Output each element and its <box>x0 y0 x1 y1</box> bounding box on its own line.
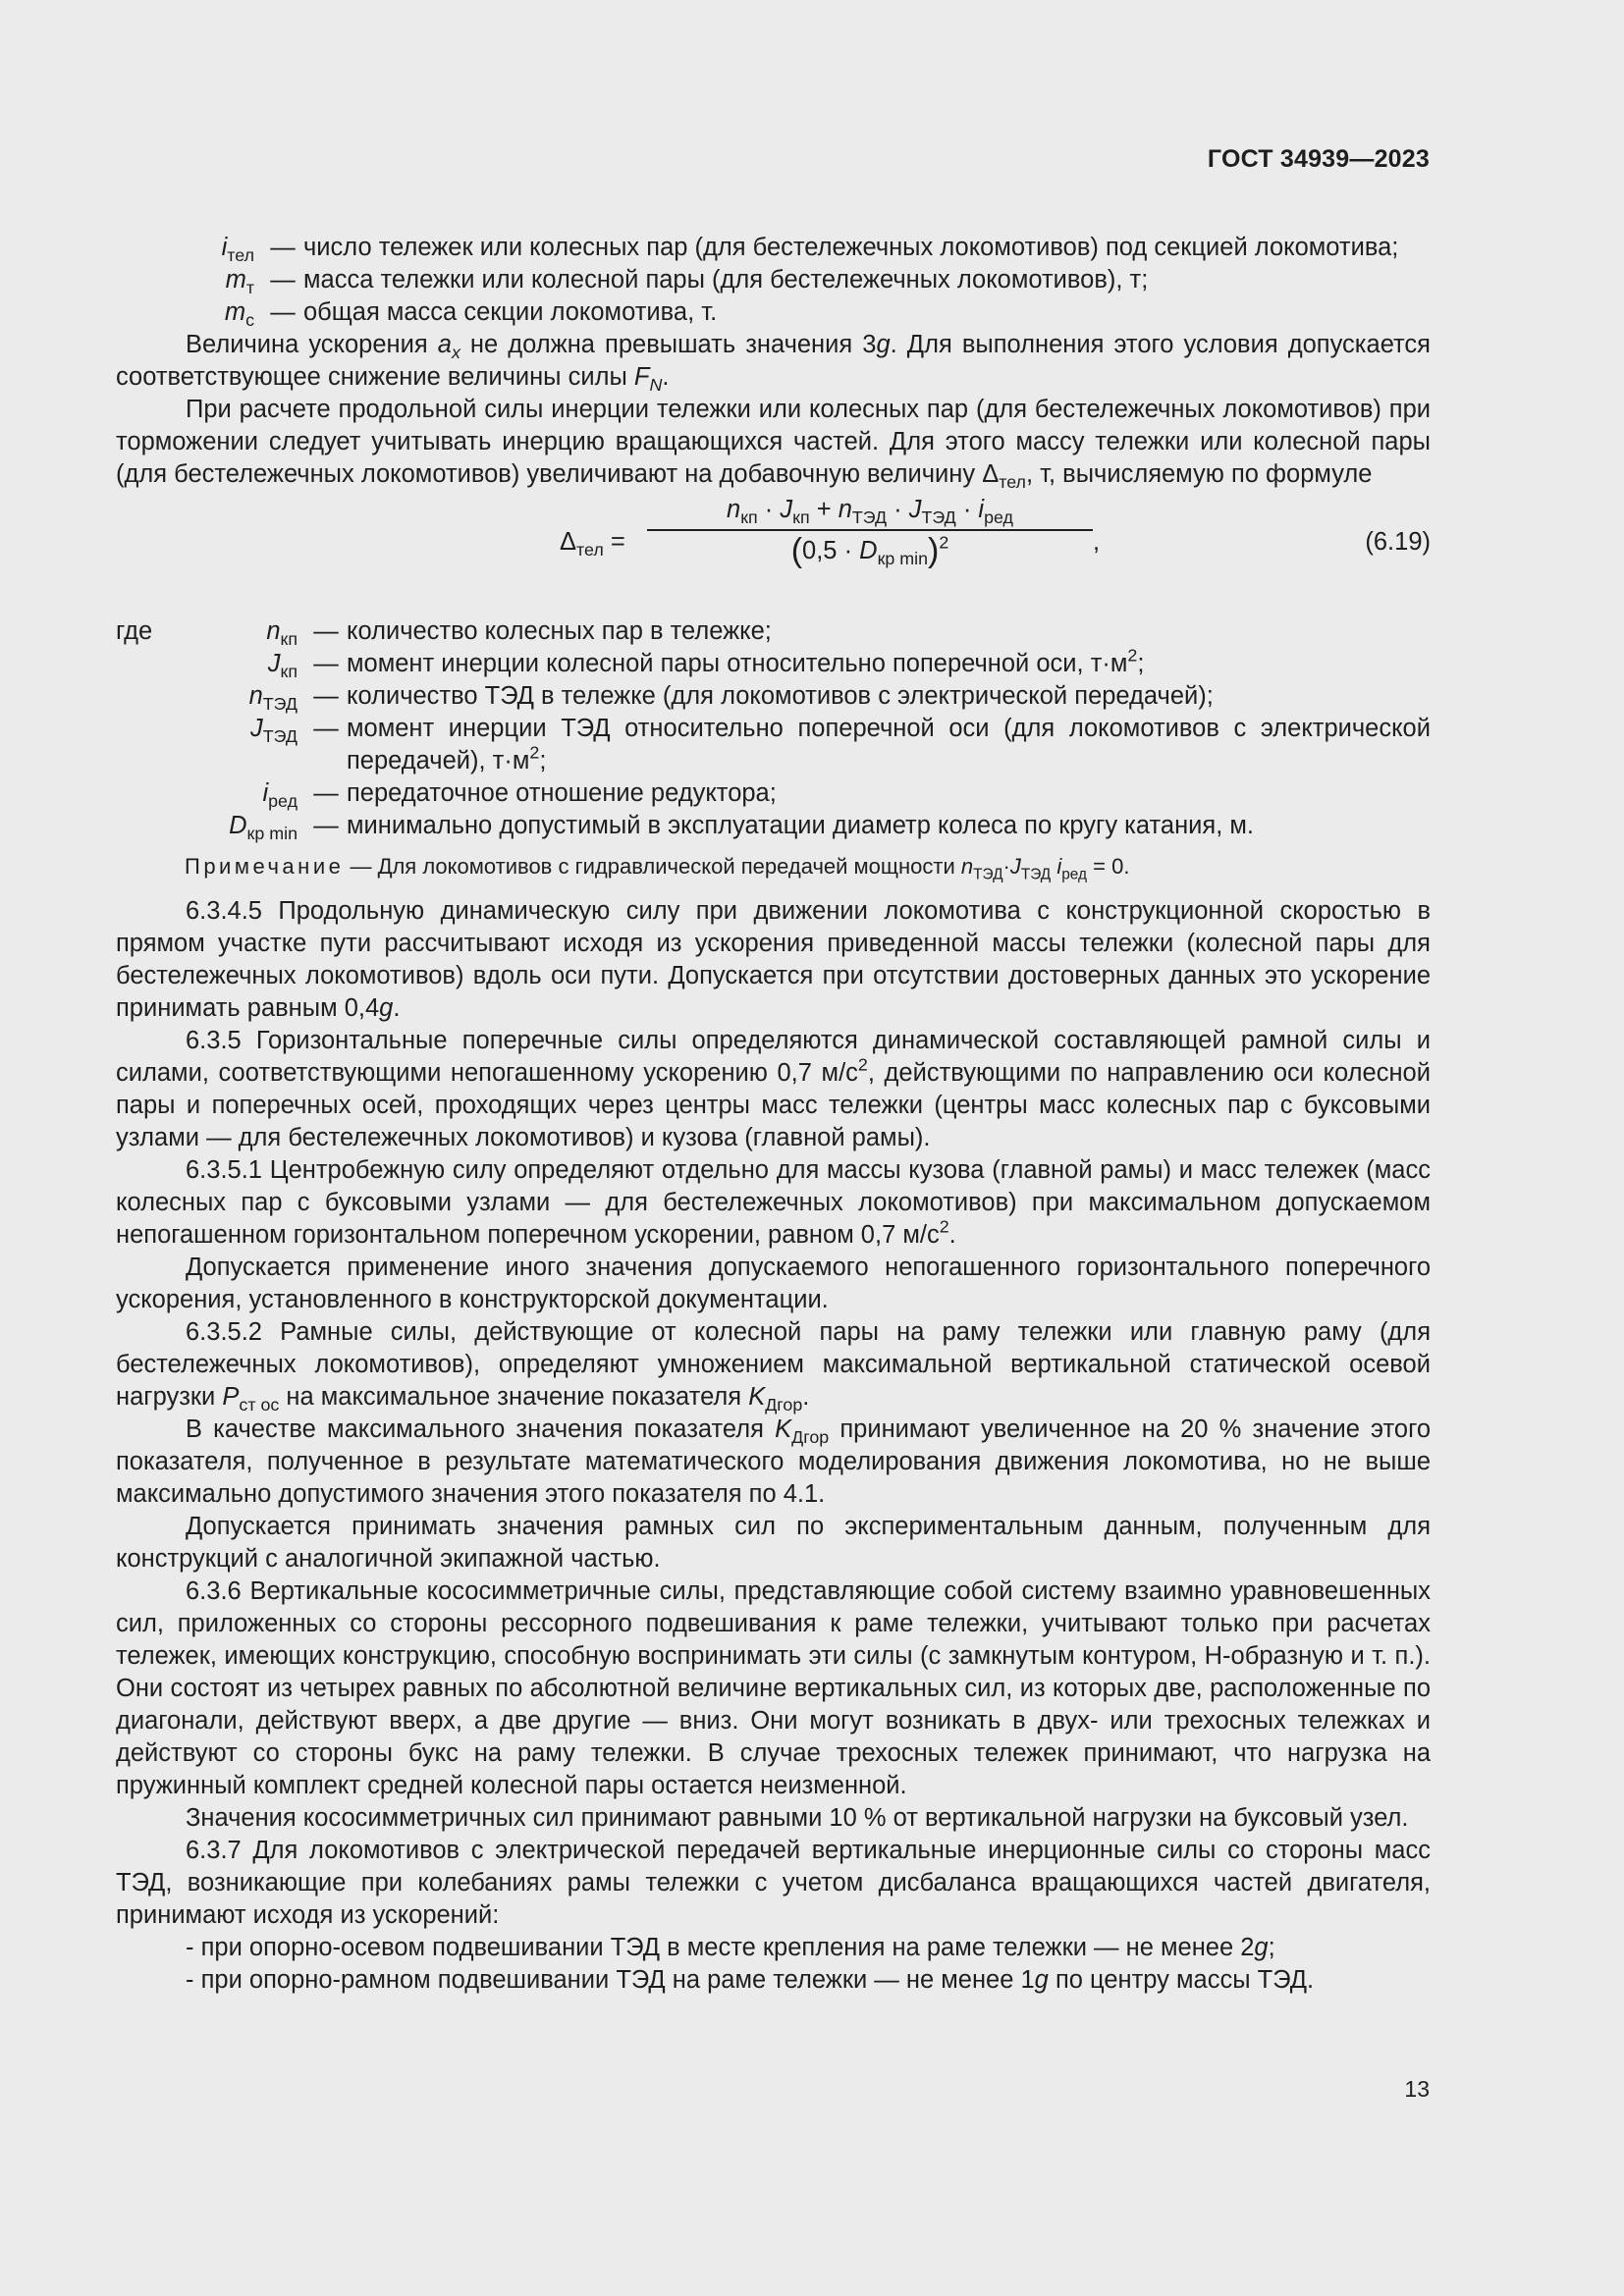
definition-row: $m_с$ — общая масса секции локомотива, т. <box>116 296 1431 329</box>
paragraph-max-indicator: В качестве максимального значения показателя $K_{Дгор}$ принимают увеличенное на 20 % значение этого показателя, полученное в результате математического моделирования движения локомотива, но не выше максимально допустимого значения этого показателя по 4.1. <box>116 1415 1432 1508</box>
symbol-subscript: тел <box>227 245 254 266</box>
symbol-subscript: т <box>245 278 254 298</box>
definition-row: $J_{кп}$ — момент инерции колесной пары относительно поперечной оси, $т\cdot м^2$; <box>116 648 1431 680</box>
list-item: - при опорно-рамном подвешивании ТЭД на раме тележки — не менее 1g по центру массы ТЭД. <box>186 1966 1315 1994</box>
symbol: D <box>229 812 247 839</box>
paragraph-braking-inertia: При расчете продольной силы инерции тележки или колесных пар (для бестележечных локомотивов) при торможении следует учитывать инерцию вращающихся частей. Для этого массу тележки или колесной пары (для бестележечных локомотивов) увеличивают на добавочную величину $\Delta_{тел}$, т, вычисляемую по формуле <box>116 396 1431 493</box>
paragraph-6-3-5: 6.3.5 Горизонтальные поперечные силы определяются динамической составляющей рамной силы и силами, соответствующими непогашенному ускорению 0,7 $м/с^2$, действующими по направлению оси колесной пары и поперечных осей, проходящих через центры масс тележки (центры масс колесных пар с буксовыми узлами — для бестележечных локомотивов) и кузова (главной рамы). <box>116 1027 1431 1151</box>
definition-row: $i_{ред}$ — передаточное отношение редуктора; <box>116 777 1431 810</box>
symbol-subscript: кп <box>280 629 298 650</box>
definition-text: количество ТЭД в тележке (для локомотивов с электрической передачей); <box>347 682 1214 710</box>
symbol: i <box>221 234 228 261</box>
formula-fraction <box>647 494 1093 567</box>
definitions-list-1 <box>116 232 1431 329</box>
symbol: n <box>266 617 281 645</box>
formula-numerator: $n_{кп} \cdot J_{кп} + n_{ТЭД} \cdot J_{ТЭД} \cdot i_{ред}$ <box>647 494 1093 531</box>
formula-number: (6.19) <box>1365 528 1431 556</box>
symbol-subscript: ТЭД <box>262 726 298 747</box>
symbol: i <box>262 779 269 807</box>
definition-text: число тележек или колесных пар (для бестележечных локомотивов) под секцией локомотива; <box>303 234 1399 261</box>
paragraph-6-3-5-2: 6.3.5.2 Рамные силы, действующие от колесной пары на раму тележки или главную раму (для бестележечных локомотивов), определяют умножением максимальной вертикальной статической осевой нагрузки $P_{ст ос}$ на максимальное значение показателя $K_{Дгор}$. <box>116 1318 1431 1415</box>
paragraph-acceleration-limit: Величина ускорения $a_x$ не должна превышать значения 3g. Для выполнения этого условия допускается соответствующее снижение величины силы $F_N$. <box>116 331 1431 396</box>
paragraph-experimental-data: Допускается принимать значения рамных сил по экспериментальным данным, полученным для конструкций с аналогичной экипажной частью. <box>116 1513 1431 1573</box>
definition-text: масса тележки или колесной пары (для бестележечных локомотивов), т; <box>303 266 1149 294</box>
symbol-subscript: с <box>245 310 254 331</box>
definition-row: $m_т$ — масса тележки или колесной пары (для бестележечных локомотивов), т; <box>116 264 1431 296</box>
definition-text: передаточное отношение редуктора; <box>347 779 777 807</box>
symbol-subscript: кр min <box>246 824 298 844</box>
paragraph-6-3-4-5: 6.3.4.5 Продольную динамическую силу при движении локомотива с конструкционной скоростью в прямом участке пути рассчитывают исходя из ускорения приведенной массы тележки (колесной пары для бестележечных локомотивов) вдоль оси пути. Допускается при отсутствии достоверных данных это ускорение принимать равным 0,4g. <box>116 897 1431 1022</box>
paragraph-6-3-7: 6.3.7 Для локомотивов с электрической передачей вертикальные инерционные силы со стороны масс ТЭД, возникающие при колебаниях рамы тележки с учетом дисбаланса вращающихся частей двигателя, принимают исходя из ускорений: <box>116 1837 1431 1929</box>
where-label: где <box>116 617 153 645</box>
paragraph-6-3-5-1: 6.3.5.1 Центробежную силу определяют отдельно для массы кузова (главной рамы) и масс тележек (масс колесных пар с буксовыми узлами — для бестележечных локомотивов) при максимальном допускаемом непогашенном горизонтальном поперечном ускорении, равном 0,7 $м/с^2$. <box>116 1156 1431 1249</box>
page-content <box>116 232 1431 1997</box>
symbol: n <box>248 682 263 710</box>
formula-denominator: $(0,5 \cdot D_{кр min})^2$ <box>790 532 949 569</box>
symbol: m <box>224 298 246 326</box>
definition-text: общая масса секции локомотива, т. <box>303 298 718 326</box>
symbol: m <box>225 266 246 294</box>
paragraph-6-3-6: 6.3.6 Вертикальные кососимметричные силы, представляющие собой систему взаимно уравновешенных сил, приложенных со стороны рессорного подвешивания к раме тележки, учитывают только при расчетах тележек, имеющих конструкцию, способную воспринимать эти силы (с замкнутым контуром, Н-образную и т. п.). Они состоят из четырех равных по абсолютной величине вертикальных сил, из которых две, расположенные по диагонали, действуют вверх, а две другие — вниз. Они могут возникать в двух- или трехосных тележках и действуют со стороны букс на раму тележки. В случае трехосных тележек принимают, что нагрузка на пружинный комплект средней колесной пары остается неизменной. <box>116 1577 1431 1799</box>
note-label: Примечание <box>185 854 345 879</box>
list-item: - при опорно-осевом подвешивании ТЭД в месте крепления на раме тележки — не менее 2g; <box>186 1934 1275 1961</box>
definition-row: $D_{кр min}$ — минимально допустимый в эксплуатации диаметр колеса по кругу катания, м. <box>116 810 1431 842</box>
note: Примечание — Для локомотивов с гидравлической передачей мощности $n_{ТЭД}\cdot J_{ТЭД}$ $i_{ред} = 0$. <box>185 854 1130 883</box>
paragraph-skew-symmetric-values: Значения кососимметричных сил принимают равными 10 % от вертикальной нагрузки на буксовый узел. <box>186 1804 1409 1832</box>
definitions-list-2 <box>116 615 1431 842</box>
definition-row: где $n_{кп}$ — количество колесных пар в тележке; <box>116 615 1431 648</box>
formula-comma: , <box>1093 528 1101 556</box>
symbol: J <box>267 650 281 677</box>
symbol-subscript: ТЭД <box>262 694 298 715</box>
definition-text: количество колесных пар в тележке; <box>347 617 772 645</box>
symbol: J <box>250 715 263 742</box>
definition-text: момент инерции ТЭД относительно поперечной оси (для локомотивов с электрической передачей), $т\cdot м^2$; <box>347 715 1431 774</box>
definition-row: $J_{ТЭД}$ — момент инерции ТЭД относительно поперечной оси (для локомотивов с электрической передачей), $т\cdot м^2$; <box>116 713 1431 777</box>
formula-lhs: $\Delta_{тел}$ = <box>560 528 625 561</box>
definition-text: момент инерции колесной пары относительно поперечной оси, $т\cdot м^2$; <box>347 645 1145 677</box>
standard-designation: ГОСТ 34939—2023 <box>1207 145 1430 173</box>
symbol-subscript: ред <box>268 791 298 812</box>
page-number: 13 <box>1404 2076 1430 2102</box>
symbol-subscript: кп <box>280 662 298 682</box>
definition-text: минимально допустимый в эксплуатации диаметр колеса по кругу катания, м. <box>347 812 1254 839</box>
formula-6-19 <box>116 494 1431 594</box>
definition-row: $i_{тел}$ — число тележек или колесных пар (для бестележечных локомотивов) под секцией локомотива; <box>116 232 1431 264</box>
definition-row: $n_{ТЭД}$ — количество ТЭД в тележке (для локомотивов с электрической передачей); <box>116 680 1431 713</box>
paragraph-alt-acceleration: Допускается применение иного значения допускаемого непогашенного горизонтального поперечного ускорения, установленного в конструкторской документации. <box>116 1254 1431 1313</box>
